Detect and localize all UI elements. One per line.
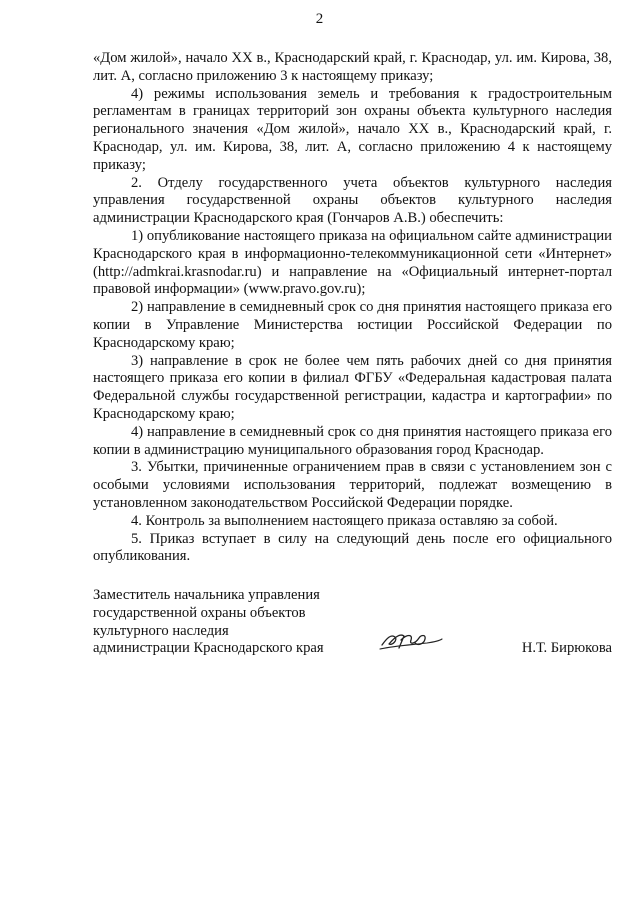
paragraph-section-4: 4. Контроль за выполнением настоящего приказа оставляю за собой. (131, 512, 558, 529)
paragraph-item-4: 4) режимы использования земель и требования к градостроительным регламентам в границах территорий зон охраны объекта культурного наследия регионального значения «Дом жилой», начало XX в., Краснодарский край, г. Краснодар, ул. им. Кирова, 38, лит. А, согласно приложению 4 к настоящему приказу; (93, 85, 612, 173)
paragraph-continuation: «Дом жилой», начало XX в., Краснодарский край, г. Краснодар, ул. им. Кирова, 38, лит. А, согласно приложению 3 к настоящему приказу; (93, 50, 612, 84)
document-body (93, 50, 612, 566)
signatory-name: Н.Т. Бирюкова (521, 640, 612, 656)
paragraph-subitem-2: 2) направление в семидневный срок со дня принятия настоящего приказа его копии в Управление Министерства юстиции Российской Федерации по Краснодарскому краю; (93, 299, 612, 351)
paragraph-subitem-4: 4) направление в семидневный срок со дня принятия настоящего приказа его копии в администрацию муниципального образования город Краснодар. (93, 423, 612, 458)
paragraph-section-5: 5. Приказ вступает в силу на следующий день после его официального опубликования. (93, 530, 612, 565)
signatory-position: Заместитель начальника управления государственной охраны объектов культурного наследия администрации Краснодарского края (93, 587, 324, 657)
paragraph-subitem-3: 3) направление в срок не более чем пять рабочих дней со дня принятия настоящего приказа его копии в филиал ФГБУ «Федеральная кадастровая палата Федеральной службы государственной регистрации, кадастра и картографии» по Краснодарскому краю; (93, 352, 612, 422)
paragraph-section-3: 3. Убытки, причиненные ограничением прав в связи с установлением зон с особыми условиями использования территорий, подлежат возмещению в установленном законодательством Российской Федерации порядке. (93, 459, 612, 511)
handwritten-signature (379, 628, 443, 654)
paragraph-section-2: 2. Отделу государственного учета объектов культурного наследия управления государственной охраны объектов культурного наследия администрации Краснодарского края (Гончаров А.В.) обеспечить: (93, 174, 612, 227)
page-number: 2 (315, 11, 324, 27)
signature-block (93, 587, 612, 658)
paragraph-subitem-1: 1) опубликование настоящего приказа на официальном сайте администрации Краснодарского края в информационно-телекоммуникационной сети «Интернет» (http://admkrai.krasnodar.ru) и направление на «Официальный интернет-портал правовой информации» (www.pravo.gov.ru); (93, 227, 612, 298)
